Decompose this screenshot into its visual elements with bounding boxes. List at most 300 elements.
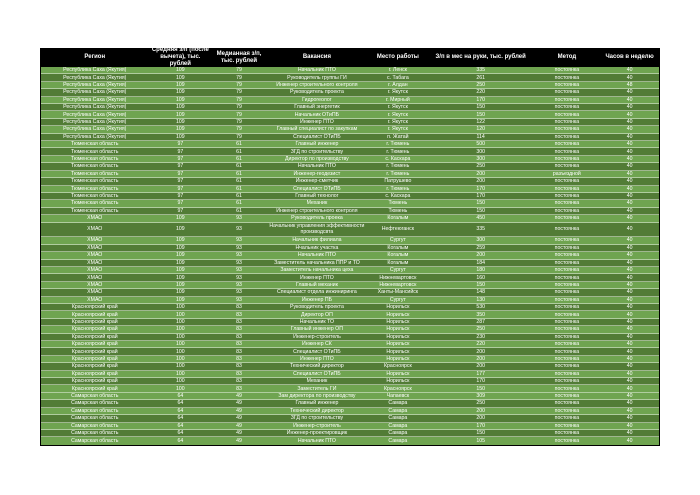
table-row [41, 385, 659, 392]
cell: 120 [476, 126, 485, 133]
cell: 335 [476, 67, 485, 74]
cell: ХМАО [87, 237, 103, 244]
cell: постоянка [554, 133, 580, 140]
cell: 250 [476, 163, 485, 170]
cell: 170 [476, 422, 485, 429]
table-row [41, 348, 659, 355]
cell: Красноярский край [71, 333, 118, 340]
cell: г. Тюмень [386, 185, 410, 192]
cell: постоянка [554, 348, 580, 355]
table-row [41, 97, 659, 104]
cell: постоянка [554, 341, 580, 348]
table-row [41, 371, 659, 378]
cell: 40 [626, 96, 633, 103]
cell: 100 [176, 304, 185, 311]
cell: Норильск [386, 341, 410, 348]
cell: постоянка [554, 400, 580, 407]
table-row [41, 223, 659, 238]
cell: 79 [236, 111, 242, 118]
cell: Главный специалист по закупкам [276, 126, 358, 133]
cell: постоянка [554, 89, 580, 96]
cell: г. Тюмень [386, 141, 410, 148]
table-row [41, 437, 659, 444]
table-row [41, 393, 659, 400]
cell: 93 [236, 244, 242, 251]
table-row [41, 245, 659, 252]
table-row [41, 74, 659, 81]
cell: 40 [626, 304, 633, 311]
cell: 61 [236, 185, 242, 192]
cell: Самарская область [71, 415, 119, 422]
cell: 350 [476, 311, 485, 318]
cell: Инженер ПТО [300, 274, 334, 281]
cell: ХМАО [87, 296, 103, 303]
cell: 40 [626, 170, 633, 177]
cell: Самарская область [71, 422, 119, 429]
table-body [41, 67, 659, 445]
cell: г. Тюмень [386, 170, 410, 177]
cell: 40 [626, 318, 633, 325]
cell: постоянка [554, 104, 580, 111]
cell: 180 [476, 267, 485, 274]
cell: 97 [177, 156, 184, 163]
cell: Гидрогеолог [302, 96, 332, 103]
cell: Патрушево [384, 178, 412, 185]
cell: 109 [176, 81, 185, 88]
cell: Тюменская область [71, 178, 119, 185]
table-row [41, 341, 659, 348]
cell: постоянка [554, 237, 580, 244]
cell: 79 [236, 67, 242, 74]
cell: 40 [626, 437, 633, 444]
table-row [41, 237, 659, 244]
cell: Инженер-строитель [293, 333, 341, 340]
cell: 83 [236, 348, 242, 355]
cell: Заместитель ГИ [297, 385, 337, 392]
cell: 170 [476, 96, 485, 103]
cell: 530 [476, 304, 485, 311]
cell: 114 [476, 133, 485, 140]
cell: 61 [236, 163, 242, 170]
cell: Когалым [387, 252, 409, 259]
cell: 48 [626, 81, 633, 88]
cell: 83 [236, 311, 242, 318]
cell: Начальник управления эффективности производсвта [269, 223, 365, 236]
cell: 170 [476, 185, 485, 192]
table-row [41, 282, 659, 289]
cell: Тюменская область [71, 156, 119, 163]
cell: Самара [388, 422, 408, 429]
cell: Республика Саха (Якутия) [63, 96, 127, 103]
cell: Тюмень [388, 200, 408, 207]
cell: 109 [176, 237, 185, 244]
cell: 79 [236, 133, 242, 140]
cell: постоянка [554, 185, 580, 192]
cell: постоянка [554, 148, 580, 155]
cell: Начальник ПТО [297, 163, 336, 170]
cell: постоянка [554, 393, 580, 400]
cell: 40 [626, 348, 633, 355]
cell: 105 [476, 437, 485, 444]
cell: 170 [476, 378, 485, 385]
cell: Сургут [389, 296, 406, 303]
cell: 61 [236, 141, 242, 148]
table-row [41, 156, 659, 163]
cell: Директор ОП [301, 311, 333, 318]
cell: 109 [176, 215, 185, 222]
cell: 49 [236, 430, 242, 437]
column-header: Средняя з/п (после вычета), тыс. рублей [151, 47, 209, 67]
cell: г. Якутск [387, 89, 408, 96]
table-row [41, 89, 659, 96]
cell: 200 [476, 415, 485, 422]
cell: 40 [626, 207, 633, 214]
column-header: З/п в мес на руки, тыс. рублей [435, 54, 526, 61]
cell: 40 [626, 156, 633, 163]
column-header: Регион [84, 54, 106, 61]
cell: Норильск [386, 326, 410, 333]
table-row [41, 104, 659, 111]
cell: постоянка [554, 81, 580, 88]
cell: Республика Саха (Якутия) [63, 104, 127, 111]
cell: 100 [176, 326, 185, 333]
cell: 220 [476, 89, 485, 96]
cell: постоянка [554, 226, 580, 233]
cell: 109 [176, 118, 185, 125]
cell: Тюменская область [71, 193, 119, 200]
cell: Норильск [386, 355, 410, 362]
cell: Норильск [386, 370, 410, 377]
cell: 40 [626, 400, 633, 407]
cell: Красноярск [384, 363, 412, 370]
table-row [41, 178, 659, 185]
cell: Зам директора по производству [278, 393, 356, 400]
cell: постоянка [554, 430, 580, 437]
cell: ХМАО [87, 244, 103, 251]
cell: ХМАО [87, 259, 103, 266]
cell: ЗГД по строительству [290, 415, 344, 422]
cell: 97 [177, 193, 184, 200]
cell: 49 [236, 415, 242, 422]
cell: Красноярский край [71, 363, 118, 370]
cell: 49 [236, 437, 242, 444]
cell: 200 [476, 348, 485, 355]
table-row [41, 423, 659, 430]
cell: 83 [236, 341, 242, 348]
cell: 100 [176, 355, 185, 362]
cell: Начальник ОТиПБ [294, 111, 340, 118]
cell: 61 [236, 200, 242, 207]
cell: 100 [176, 370, 185, 377]
cell: Инженер ПБ [301, 296, 332, 303]
cell: 97 [177, 170, 184, 177]
cell: постоянка [554, 259, 580, 266]
table-row [41, 363, 659, 370]
cell: г. Мирный [386, 96, 410, 103]
cell: 40 [626, 226, 633, 233]
cell: ХМАО [87, 252, 103, 259]
cell: Самарская область [71, 407, 119, 414]
cell: 64 [177, 407, 184, 414]
cell: 300 [476, 237, 485, 244]
cell: 150 [476, 207, 485, 214]
cell: Начальник ПТО [297, 67, 336, 74]
cell: 259 [476, 244, 485, 251]
cell: постоянка [554, 370, 580, 377]
table-row [41, 163, 659, 170]
cell: 93 [236, 226, 242, 233]
cell: 250 [476, 81, 485, 88]
cell: 40 [626, 141, 633, 148]
cell: 109 [176, 67, 185, 74]
table-row [41, 378, 659, 385]
cell: 500 [476, 141, 485, 148]
cell: с. Табага [387, 74, 409, 81]
cell: 40 [626, 200, 633, 207]
cell: 300 [476, 156, 485, 163]
table-row [41, 141, 659, 148]
cell: Самара [388, 430, 408, 437]
cell: с. Каскара [385, 193, 411, 200]
cell: 200 [476, 407, 485, 414]
cell: 97 [177, 207, 184, 214]
cell: Республика Саха (Якутия) [63, 111, 127, 118]
cell: Инженер строительного контроля [276, 81, 358, 88]
cell: 79 [236, 96, 242, 103]
cell: Инженер СК [302, 341, 332, 348]
cell: г. Якутск [387, 126, 408, 133]
cell: постоянка [554, 111, 580, 118]
table-row [41, 356, 659, 363]
cell: г. Тюмень [386, 148, 410, 155]
cell: 40 [626, 74, 633, 81]
cell: Красноярский край [71, 348, 118, 355]
cell: г. Тюмень [386, 163, 410, 170]
cell: постоянка [554, 163, 580, 170]
cell: Начальник ПТО [297, 437, 336, 444]
cell: 40 [626, 148, 633, 155]
cell: 40 [626, 237, 633, 244]
cell: 122 [476, 118, 485, 125]
cell: 93 [236, 274, 242, 281]
cell: 100 [176, 318, 185, 325]
cell: 97 [177, 163, 184, 170]
column-header: Медианная з/п, тыс. рублей [216, 50, 262, 64]
table-row [41, 111, 659, 118]
cell: Заместитель начальника цеха [280, 267, 354, 274]
table-row [41, 311, 659, 318]
cell: Инженер строительного контроля [276, 207, 358, 214]
cell: постоянка [554, 311, 580, 318]
salary-table [40, 48, 660, 446]
cell: 61 [236, 148, 242, 155]
table-row [41, 126, 659, 133]
cell: Самара [388, 437, 408, 444]
cell: Руководитель группы ГИ [287, 74, 347, 81]
cell: 300 [476, 148, 485, 155]
cell: Тюменская область [71, 185, 119, 192]
cell: Красноярский край [71, 318, 118, 325]
cell: 40 [626, 363, 633, 370]
cell: 100 [176, 333, 185, 340]
cell: Заместитель начальника ППР и ТО [274, 259, 360, 266]
cell: 64 [177, 437, 184, 444]
cell: Самарская область [71, 393, 119, 400]
table-row [41, 171, 659, 178]
cell: 109 [176, 281, 185, 288]
cell: 97 [177, 141, 184, 148]
cell: 79 [236, 81, 242, 88]
cell: 83 [236, 355, 242, 362]
cell: Главный инженер [295, 141, 339, 148]
cell: 40 [626, 244, 633, 251]
cell: Тюмень [388, 207, 408, 214]
cell: Главный инженер [295, 400, 339, 407]
cell: Начальник ТО [299, 318, 335, 325]
table-row [41, 304, 659, 311]
cell: 93 [236, 259, 242, 266]
cell: 109 [176, 74, 185, 81]
cell: 250 [476, 400, 485, 407]
table-row [41, 326, 659, 333]
cell: 109 [176, 296, 185, 303]
cell: 40 [626, 193, 633, 200]
cell: Республика Саха (Якутия) [63, 74, 127, 81]
cell: 79 [236, 126, 242, 133]
cell: 109 [176, 89, 185, 96]
cell: Тюменская область [71, 200, 119, 207]
cell: 79 [236, 118, 242, 125]
cell: 287 [476, 318, 485, 325]
column-header: Место работы [376, 54, 419, 61]
cell: Специалист ОТиПБ [293, 185, 341, 192]
table-row [41, 319, 659, 326]
cell: Когалым [387, 215, 409, 222]
cell: Когалым [387, 244, 409, 251]
cell: ХМАО [87, 267, 103, 274]
cell: 130 [476, 296, 485, 303]
cell: 97 [177, 178, 184, 185]
cell: 97 [177, 185, 184, 192]
cell: 148 [476, 289, 485, 296]
table-row [41, 148, 659, 155]
cell: постоянка [554, 215, 580, 222]
cell: Инженер-сметчик [295, 178, 339, 185]
cell: 109 [176, 104, 185, 111]
cell: ХМАО [87, 281, 103, 288]
cell: постоянка [554, 378, 580, 385]
cell: п. Жатай [387, 133, 409, 140]
cell: 40 [626, 341, 633, 348]
cell: ХМАО [87, 289, 103, 296]
cell: 261 [476, 74, 485, 81]
cell: Республика Саха (Якутия) [63, 118, 127, 125]
cell: постоянка [554, 74, 580, 81]
cell: 109 [176, 274, 185, 281]
cell: 230 [476, 333, 485, 340]
cell: 200 [476, 252, 485, 259]
cell: 220 [476, 341, 485, 348]
cell: Инженер-геодезист [293, 170, 341, 177]
cell: постоянка [554, 304, 580, 311]
cell: 40 [626, 111, 633, 118]
cell: 40 [626, 289, 633, 296]
cell: 150 [476, 200, 485, 207]
cell: г. Якутск [387, 111, 408, 118]
cell: 40 [626, 259, 633, 266]
cell: 109 [176, 133, 185, 140]
cell: 335 [476, 226, 485, 233]
cell: Главный энергетик [294, 104, 340, 111]
cell: 64 [177, 393, 184, 400]
cell: постоянка [554, 318, 580, 325]
cell: 184 [476, 259, 485, 266]
column-header: Метод [557, 54, 577, 61]
cell: ХМАО [87, 226, 103, 233]
cell: 40 [626, 163, 633, 170]
cell: Норильск [386, 311, 410, 318]
cell: 40 [626, 252, 633, 259]
cell: 93 [236, 237, 242, 244]
cell: постоянка [554, 407, 580, 414]
cell: 93 [236, 215, 242, 222]
cell: 109 [176, 126, 185, 133]
cell: Тюменская область [71, 148, 119, 155]
cell: Специалист ОТиПБ [293, 133, 341, 140]
cell: Механик [306, 200, 328, 207]
cell: постоянка [554, 126, 580, 133]
cell: Инженер-строитель [293, 422, 341, 429]
cell: 109 [176, 267, 185, 274]
cell: Технический директор [290, 363, 344, 370]
cell: Самарская область [71, 400, 119, 407]
table-row [41, 260, 659, 267]
table-row [41, 82, 659, 89]
cell: 61 [236, 178, 242, 185]
cell: г. Алдан [388, 81, 408, 88]
cell: Инженер ПТО [300, 355, 334, 362]
cell: постоянка [554, 415, 580, 422]
cell: Нчальник участка [295, 244, 339, 251]
cell: 40 [626, 67, 633, 74]
cell: ХМАО [87, 274, 103, 281]
cell: Руководитель проека [291, 215, 343, 222]
cell: Директор по производству [285, 156, 349, 163]
cell: Тюменская область [71, 207, 119, 214]
cell: 40 [626, 104, 633, 111]
table-row [41, 267, 659, 274]
cell: 170 [476, 193, 485, 200]
cell: 150 [476, 281, 485, 288]
cell: 109 [176, 244, 185, 251]
cell: 109 [176, 252, 185, 259]
cell: 309 [476, 393, 485, 400]
table-row [41, 215, 659, 222]
cell: Республика Саха (Якутия) [63, 133, 127, 140]
cell: 40 [626, 126, 633, 133]
cell: 100 [176, 363, 185, 370]
cell: 83 [236, 378, 242, 385]
cell: Инженер-проектировщик [286, 430, 348, 437]
cell: Нижневартовск [379, 281, 417, 288]
cell: постоянка [554, 193, 580, 200]
cell: постоянка [554, 252, 580, 259]
cell: 93 [236, 267, 242, 274]
cell: 40 [626, 274, 633, 281]
cell: Руководитель проекта [289, 304, 344, 311]
table-row [41, 193, 659, 200]
table-row [41, 208, 659, 215]
